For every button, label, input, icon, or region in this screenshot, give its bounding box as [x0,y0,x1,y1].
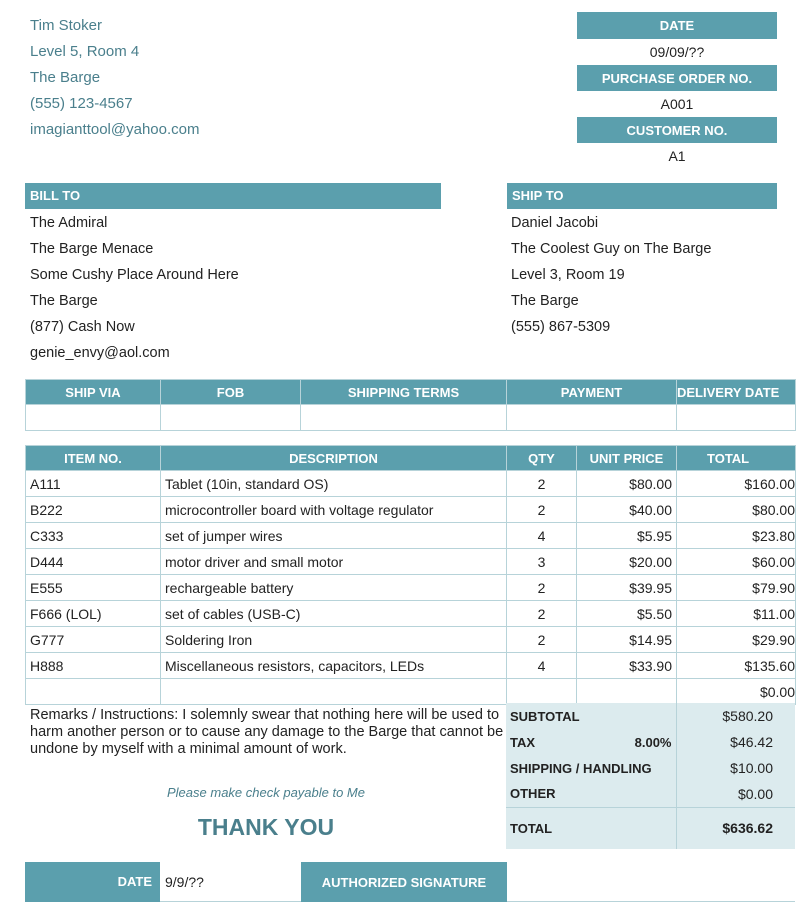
qty-cell[interactable]: 4 [507,653,577,679]
item-no-cell[interactable]: A111 [26,471,161,497]
item-no-cell[interactable]: H888 [26,653,161,679]
payment-cell[interactable] [507,405,677,431]
ship-to-header: SHIP TO [507,183,777,209]
qty-cell[interactable]: 2 [507,471,577,497]
fob-cell[interactable] [161,405,301,431]
shipping-header-terms: SHIPPING TERMS [301,380,507,405]
sender-name: Tim Stoker [30,17,102,34]
total-cell[interactable]: $80.00 [677,497,796,523]
qty-cell[interactable]: 2 [507,627,577,653]
tax-value: $46.42 [730,734,773,750]
bill-to-line: The Admiral [30,215,108,231]
remarks: Remarks / Instructions: I solemnly swear that nothing here will be used to harm another person or to cause any damage to the Barge that cannot be undone by myself with a minimal amount of work. [30,707,504,757]
signature-label: AUTHORIZED SIGNATURE [301,862,507,902]
item-row [26,601,796,627]
description-cell[interactable]: Miscellaneous resistors, capacitors, LEDs [161,653,507,679]
ship-to-block [511,210,711,340]
ship-via-cell[interactable] [26,405,161,431]
ship-to-line: The Barge [511,293,579,309]
item-row [26,653,796,679]
footer-date-label: DATE [25,862,160,902]
description-cell[interactable]: set of jumper wires [161,523,507,549]
qty-cell[interactable]: 3 [507,549,577,575]
total-cell[interactable]: $23.80 [677,523,796,549]
qty-cell[interactable]: 2 [507,497,577,523]
tax-label: TAX [510,734,536,750]
tax-rate: 8.00% [634,734,672,750]
subtotal-label: SUBTOTAL [506,703,676,729]
description-cell[interactable]: Soldering Iron [161,627,507,653]
description-cell[interactable] [161,679,507,705]
shipping-table [25,379,796,431]
item-row [26,627,796,653]
unit-price-cell[interactable]: $33.90 [577,653,677,679]
unit-price-cell[interactable] [577,679,677,705]
unit-price-cell[interactable]: $5.95 [577,523,677,549]
thank-you: THANK YOU [197,814,335,840]
total-cell[interactable]: $11.00 [677,601,796,627]
subtotal-value: $580.20 [722,708,773,724]
payable-note: Please make check payable to Me [167,785,365,800]
item-no-cell[interactable]: E555 [26,575,161,601]
shipping-header-payment: PAYMENT [507,380,677,405]
item-row [26,471,796,497]
ship-to-line: Level 3, Room 19 [511,267,625,283]
item-row [26,549,796,575]
total-label: TOTAL [506,807,676,849]
items-header-description: DESCRIPTION [161,446,507,471]
shipping-header-fob: FOB [161,380,301,405]
bill-to-line: genie_envy@aol.com [30,345,170,361]
total-cell[interactable]: $60.00 [677,549,796,575]
sender-phone: (555) 123-4567 [30,95,133,112]
description-cell[interactable]: Tablet (10in, standard OS) [161,471,507,497]
unit-price-cell[interactable]: $20.00 [577,549,677,575]
unit-price-cell[interactable]: $39.95 [577,575,677,601]
bill-to-block [30,210,239,366]
items-header-unit-price: UNIT PRICE [577,446,677,471]
po-label: PURCHASE ORDER NO. [577,65,777,91]
unit-price-cell[interactable]: $5.50 [577,601,677,627]
ship-to-line: (555) 867-5309 [511,319,611,335]
sender-address-line: Level 5, Room 4 [30,43,140,60]
bill-to-line: The Barge Menace [30,241,154,257]
item-row [26,497,796,523]
items-header-item-no: ITEM NO. [26,446,161,471]
total-cell[interactable]: $160.00 [677,471,796,497]
sender-address-line: The Barge [30,69,101,86]
total-value: $636.62 [722,820,773,837]
item-no-cell[interactable]: D444 [26,549,161,575]
total-cell[interactable]: $79.90 [677,575,796,601]
delivery-date-cell[interactable] [677,405,796,431]
customer-label: CUSTOMER NO. [577,117,777,143]
qty-cell[interactable]: 2 [507,575,577,601]
sender-block [30,13,199,143]
bill-to-line: Some Cushy Place Around Here [30,267,239,283]
date-value: 09/09/?? [649,44,705,60]
customer-value: A1 [668,148,686,164]
po-value: A001 [660,96,694,112]
date-label: DATE [577,12,777,39]
unit-price-cell[interactable]: $80.00 [577,471,677,497]
items-header-qty: QTY [507,446,577,471]
total-cell[interactable]: $0.00 [677,679,796,705]
bill-to-line: The Barge [30,293,98,309]
shipping-terms-cell[interactable] [301,405,507,431]
total-cell[interactable]: $135.60 [677,653,796,679]
sender-email: imagianttool@yahoo.com [30,121,200,138]
item-no-cell[interactable]: F666 (LOL) [26,601,161,627]
bill-to-header: BILL TO [25,183,441,209]
qty-cell[interactable]: 4 [507,523,577,549]
item-no-cell[interactable]: B222 [26,497,161,523]
description-cell[interactable]: motor driver and small motor [161,549,507,575]
total-cell[interactable]: $29.90 [677,627,796,653]
tax-row-label [506,729,676,755]
signature-field[interactable] [508,862,777,902]
items-header-total: TOTAL [677,446,796,471]
item-no-cell[interactable] [26,679,161,705]
qty-cell[interactable] [507,679,577,705]
item-row [26,575,796,601]
items-table [25,445,796,705]
qty-cell[interactable]: 2 [507,601,577,627]
other-label: OTHER [506,781,676,807]
totals-table [506,703,795,849]
unit-price-cell[interactable]: $40.00 [577,497,677,523]
description-cell[interactable]: set of cables (USB-C) [161,601,507,627]
item-row [26,523,796,549]
shipping-header-ship-via: SHIP VIA [26,380,161,405]
shipping-handling-label: SHIPPING / HANDLING [506,755,676,781]
shipping-header-delivery-date: DELIVERY DATE [677,380,796,405]
unit-price-cell[interactable]: $14.95 [577,627,677,653]
footer-date-value[interactable]: 9/9/?? [165,874,204,890]
description-cell[interactable]: microcontroller board with voltage regulator [161,497,507,523]
description-cell[interactable]: rechargeable battery [161,575,507,601]
item-no-cell[interactable]: C333 [26,523,161,549]
item-no-cell[interactable]: G777 [26,627,161,653]
shipping-handling-value: $10.00 [730,760,773,776]
item-row [26,679,796,705]
ship-to-line: The Coolest Guy on The Barge [511,241,712,257]
bill-to-line: (877) Cash Now [30,319,135,335]
other-value: $0.00 [737,785,773,802]
ship-to-line: Daniel Jacobi [511,215,599,231]
